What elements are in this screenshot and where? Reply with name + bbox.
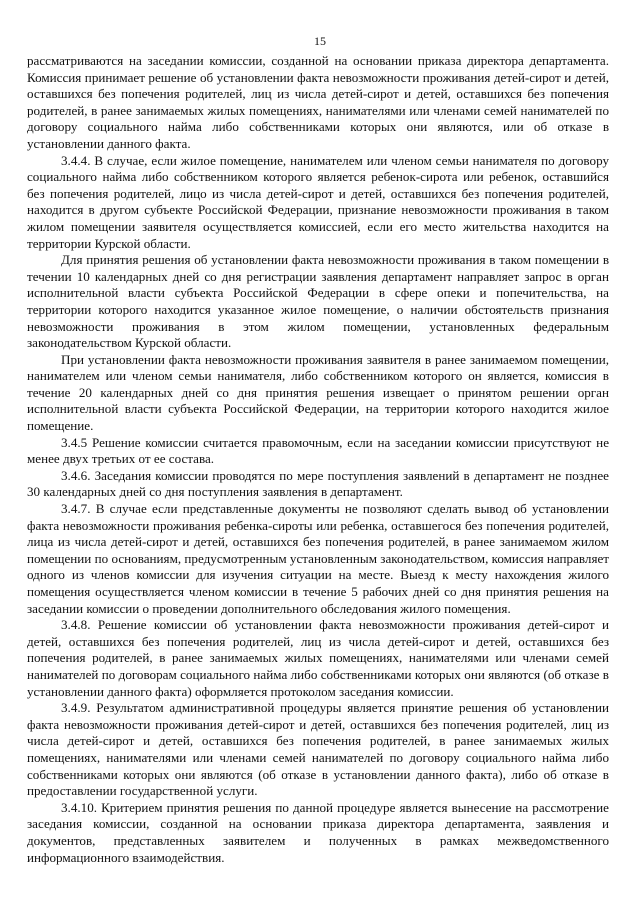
paragraph-3-4-10: 3.4.10. Критерием принятия решения по данной процедуре является вынесение на рассмотрение заседания комиссии, созданной на основании приказа директора департамента, заявления и документов, представленных заявителем и полученных в рамках межведомственного информационного взаимодействия. bbox=[27, 799, 609, 865]
paragraph-request: Для принятия решения об установлении факта невозможности проживания в таком помещении в течении 10 календарных дней со дня регистрации заявления департамент направляет запрос в орган исполнительной власти субъекта Российской Федерации в сфере опеки и попечительства, на территории которого находится указанное жилое помещение, о наличии обстоятельств признания невозможности проживания в этом жилом помещении, установленных федеральным законодательством Курской области. bbox=[27, 252, 609, 351]
paragraph-3-4-6: 3.4.6. Заседания комиссии проводятся по мере поступления заявлений в департамент не позднее 30 календарных дней со дня поступления заявления в департамент. bbox=[27, 467, 609, 500]
paragraph-3-4-5: 3.4.5 Решение комиссии считается правомочным, если на заседании комиссии присутствуют не менее двух третьих от ее состава. bbox=[27, 434, 609, 467]
document-body bbox=[27, 53, 609, 866]
paragraph-3-4-7: 3.4.7. В случае если представленные документы не позволяют сделать вывод об установлении факта невозможности проживания ребенка-сироты или ребенка, оставшегося без попечения родителей, лица из числа детей-сирот и детей, оставшихся без попечения родителей, в ранее занимаемом жилом помещении по основаниям, предусмотренным установленным законодательством, комиссия направляет одного из членов комиссии для изучения ситуации на месте. Выезд к месту нахождения жилого помещения осуществляется членом комиссии в течение 5 рабочих дней со дня принятия решения на заседании комиссии о проведении дополнительного обследования жилого помещения. bbox=[27, 501, 609, 616]
paragraph-continuation: рассматриваются на заседании комиссии, созданной на основании приказа директора департамента. Комиссия принимает решение об установлении факта невозможности проживания детей-сирот и детей, оставшихся без попечения родителей, лиц из числа детей-сирот и детей, оставшихся без попечения родителей, в ранее занимаемых жилых помещениях, нанимателями или членами семей нанимателей по договору социального найма либо собственниками которых они являются, или об отказе в установлении данного факта. bbox=[27, 53, 609, 151]
page-number: 15 bbox=[314, 34, 326, 48]
paragraph-3-4-8: 3.4.8. Решение комиссии об установлении факта невозможности проживания детей-сирот и детей, оставшихся без попечения родителей, лиц из числа детей-сирот и детей, оставшихся без попечения родителей, в ранее занимаемых жилых помещениях, нанимателями или членами семей нанимателей по договорам социального найма либо собственниками которых они являются (об отказе в установлении данного факта) оформляется протоколом заседания комиссии. bbox=[27, 617, 609, 699]
document-page bbox=[27, 34, 609, 866]
paragraph-notification: При установлении факта невозможности проживания заявителя в ранее занимаемом помещении, нанимателем или членом семьи нанимателя, либо собственником которого он является, комиссия в течение 20 календарных дней со дня принятия решения извещает о принятом решении орган исполнительной власти субъекта Российской Федерации, на территории которого находится жилое помещение. bbox=[27, 351, 609, 434]
paragraph-3-4-9: 3.4.9. Результатом административной процедуры является принятие решения об установлении факта невозможности проживания детей-сирот и детей, оставшихся без попечения родителей, лиц из числа детей-сирот и детей, оставшихся без попечения родителей, в ранее занимаемых жилых помещениях, нанимателями или членами семей нанимателей по договору социального найма либо собственниками которых они являются (об отказе в установлении данного факта), либо об отказе в предоставлении государственной услуги. bbox=[27, 700, 609, 799]
paragraph-3-4-4: 3.4.4. В случае, если жилое помещение, нанимателем или членом семьи нанимателя по договору социального найма либо собственником которого является ребенок-сирота или ребенок, оставшийся без попечения родителей, лицо из числа детей-сирот и детей, оставшихся без попечения родителей, находится в другом субъекте Российской Федерации, признание невозможности проживания в таком жилом помещении заявителя осуществляется комиссией, если его место жительства находится на территории Курской области. bbox=[27, 152, 609, 251]
